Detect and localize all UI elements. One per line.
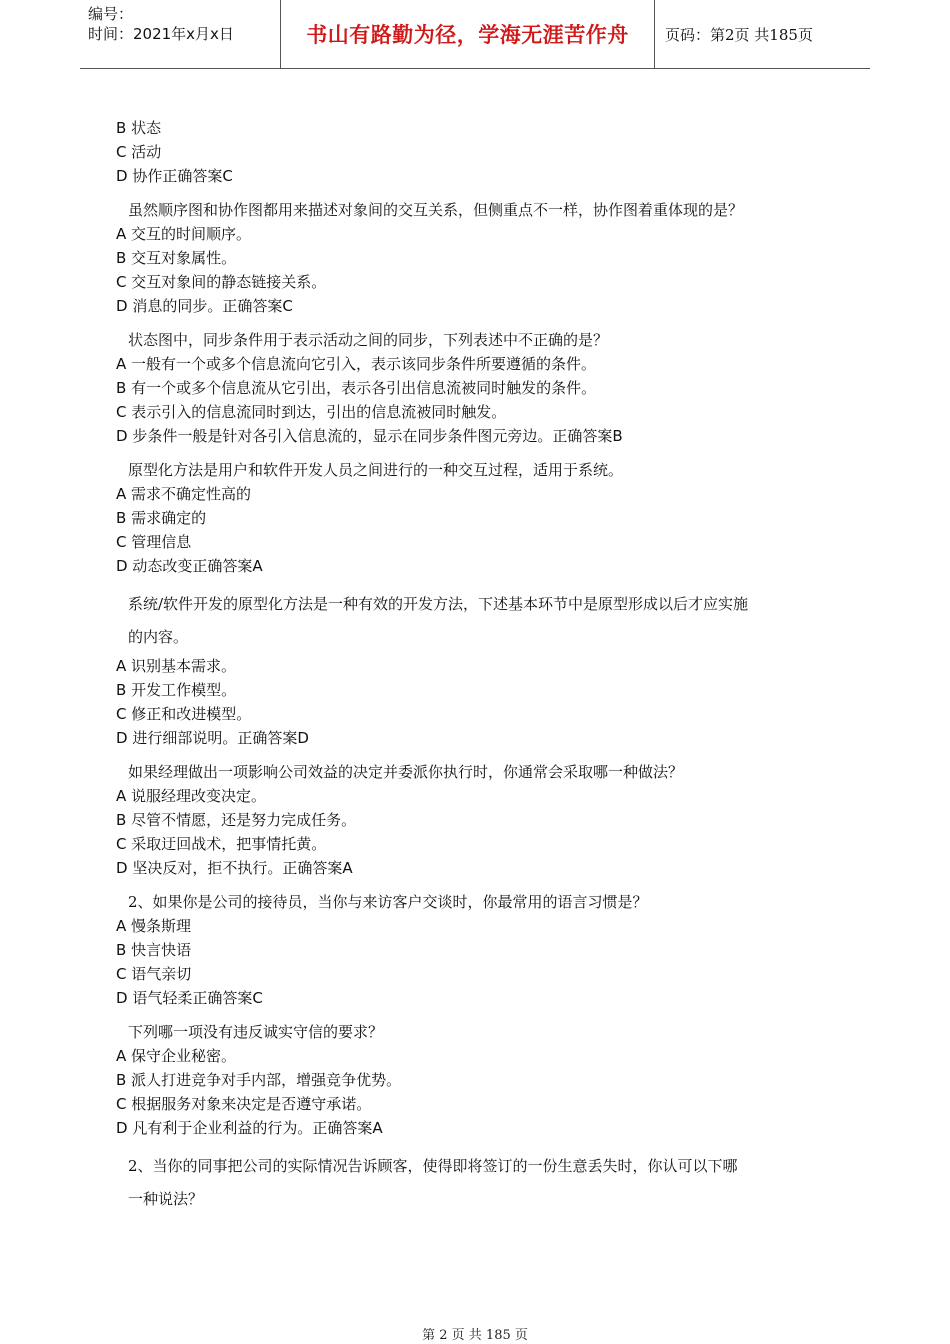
answer-option bbox=[116, 938, 836, 962]
option-text: 需求不确定性高的 bbox=[131, 485, 252, 503]
correct-answer: C bbox=[282, 297, 293, 315]
answer-option bbox=[116, 1116, 836, 1140]
answer-option bbox=[116, 808, 836, 832]
option-letter: D bbox=[116, 557, 128, 575]
correct-answer: A bbox=[252, 557, 263, 575]
answer-option bbox=[116, 554, 836, 578]
option-text: 语气轻柔正确答案 bbox=[132, 989, 253, 1007]
option-text: 根据服务对象来决定是否遵守承诺。 bbox=[131, 1095, 372, 1113]
answer-option bbox=[116, 506, 836, 530]
question-block bbox=[116, 1150, 836, 1216]
option-letter: B bbox=[116, 1071, 127, 1089]
correct-answer: D bbox=[297, 729, 309, 747]
correct-answer: C bbox=[252, 989, 263, 1007]
answer-option bbox=[116, 270, 836, 294]
answer-option bbox=[116, 856, 836, 880]
answer-option bbox=[116, 140, 836, 164]
answer-option bbox=[116, 376, 836, 400]
option-letter: B bbox=[116, 811, 127, 829]
answer-option bbox=[116, 678, 836, 702]
option-text: 尽管不情愿，还是努力完成任务。 bbox=[131, 811, 357, 829]
option-letter: D bbox=[116, 859, 128, 877]
answer-option bbox=[116, 294, 836, 318]
question-title: 虽然顺序图和协作图都用来描述对象间的交互关系，但侧重点不一样，协作图着重体现的是？ bbox=[128, 201, 744, 219]
page-footer: 第 2 页 共 185 页 bbox=[422, 1328, 528, 1343]
option-text: 消息的同步。正确答案 bbox=[132, 297, 283, 315]
option-letter: C bbox=[116, 143, 127, 161]
question-block bbox=[116, 890, 836, 1010]
option-letter: C bbox=[116, 965, 127, 983]
question-title: 2、如果你是公司的接待员，当你与来访客户交谈时，你最常用的语言习惯是？ bbox=[128, 893, 648, 911]
option-letter: C bbox=[116, 403, 127, 421]
option-letter: C bbox=[116, 705, 127, 723]
answer-option bbox=[116, 530, 836, 554]
option-text: 采取迂回战术，把事情托黄。 bbox=[131, 835, 327, 853]
option-text: 修正和改进模型。 bbox=[131, 705, 252, 723]
answer-option bbox=[116, 784, 836, 808]
option-letter: A bbox=[116, 917, 127, 935]
option-letter: A bbox=[116, 225, 127, 243]
question-block bbox=[116, 458, 836, 578]
question-title: 原型化方法是用户和软件开发人员之间进行的一种交互过程，适用于系统。 bbox=[128, 461, 624, 479]
option-text: 动态改变正确答案 bbox=[132, 557, 253, 575]
option-text: 慢条斯理 bbox=[131, 917, 192, 935]
option-text: 凡有利于企业利益的行为。正确答案 bbox=[132, 1119, 373, 1137]
option-text: 进行细部说明。正确答案 bbox=[132, 729, 298, 747]
option-letter: B bbox=[116, 509, 127, 527]
answer-option bbox=[116, 400, 836, 424]
option-letter: B bbox=[116, 119, 127, 137]
answer-option bbox=[116, 164, 836, 188]
option-letter: B bbox=[116, 379, 127, 397]
question-block bbox=[116, 328, 836, 448]
question-title: 系统/软件开发的原型化方法是一种有效的开发方法，下述基本环节中是原型形成以后才应实施 bbox=[128, 595, 749, 613]
option-letter: C bbox=[116, 835, 127, 853]
option-text: 派人打进竞争对手内部，增强竞争优势。 bbox=[131, 1071, 402, 1089]
question-block bbox=[116, 588, 836, 750]
option-text: 识别基本需求。 bbox=[131, 657, 237, 675]
option-text: 一般有一个或多个信息流向它引入，表示该同步条件所要遵循的条件。 bbox=[131, 355, 597, 373]
correct-answer: A bbox=[342, 859, 353, 877]
option-letter: D bbox=[116, 989, 128, 1007]
question-title: 如果经理做出一项影响公司效益的决定并委派你执行时，你通常会采取哪一种做法？ bbox=[128, 763, 684, 781]
answer-option bbox=[116, 222, 836, 246]
answer-option bbox=[116, 726, 836, 750]
option-letter: D bbox=[116, 427, 128, 445]
correct-answer: C bbox=[222, 167, 233, 185]
option-text: 交互对象间的静态链接关系。 bbox=[131, 273, 327, 291]
option-text: 快言快语 bbox=[131, 941, 192, 959]
option-text: 交互对象属性。 bbox=[131, 249, 237, 267]
question-title: 一种说法？ bbox=[128, 1190, 204, 1208]
header-motto: 书山有路勤为径，学海无涯苦作舟 bbox=[281, 0, 655, 68]
option-letter: C bbox=[116, 533, 127, 551]
answer-option bbox=[116, 482, 836, 506]
question-title: 的内容。 bbox=[128, 628, 189, 646]
answer-option bbox=[116, 1068, 836, 1092]
lead-options bbox=[116, 116, 836, 188]
option-text: 协作正确答案 bbox=[132, 167, 223, 185]
option-text: 管理信息 bbox=[131, 533, 192, 551]
option-letter: D bbox=[116, 729, 128, 747]
option-text: 开发工作模型。 bbox=[131, 681, 237, 699]
document-body bbox=[116, 116, 836, 1216]
option-letter: B bbox=[116, 941, 127, 959]
answer-option bbox=[116, 962, 836, 986]
answer-option bbox=[116, 702, 836, 726]
answer-option bbox=[116, 654, 836, 678]
option-letter: B bbox=[116, 249, 127, 267]
option-text: 表示引入的信息流同时到达，引出的信息流被同时触发。 bbox=[131, 403, 507, 421]
option-letter: A bbox=[116, 787, 127, 805]
option-text: 保守企业秘密。 bbox=[131, 1047, 237, 1065]
answer-option bbox=[116, 914, 836, 938]
option-letter: A bbox=[116, 485, 127, 503]
question-title: 2、当你的同事把公司的实际情况告诉顾客，使得即将签订的一份生意丢失时，你认可以下哪 bbox=[128, 1157, 738, 1175]
option-letter: A bbox=[116, 657, 127, 675]
answer-option bbox=[116, 986, 836, 1010]
header-page-label: 页码：第2页 共185页 bbox=[665, 25, 813, 44]
answer-option bbox=[116, 352, 836, 376]
option-letter: C bbox=[116, 273, 127, 291]
correct-answer: B bbox=[612, 427, 623, 445]
answer-option bbox=[116, 1092, 836, 1116]
question-title: 状态图中，同步条件用于表示活动之间的同步，下列表述中不正确的是？ bbox=[128, 331, 609, 349]
answer-option bbox=[116, 1044, 836, 1068]
option-text: 说服经理改变决定。 bbox=[131, 787, 267, 805]
answer-option bbox=[116, 424, 836, 448]
option-text: 步条件一般是针对各引入信息流的，显示在同步条件图元旁边。正确答案 bbox=[132, 427, 613, 445]
question-block bbox=[116, 1020, 836, 1140]
option-text: 活动 bbox=[131, 143, 162, 161]
question-title: 下列哪一项没有违反诚实守信的要求？ bbox=[128, 1023, 384, 1041]
option-letter: B bbox=[116, 681, 127, 699]
option-text: 语气亲切 bbox=[131, 965, 192, 983]
option-letter: D bbox=[116, 297, 128, 315]
answer-option bbox=[116, 246, 836, 270]
option-text: 需求确定的 bbox=[131, 509, 207, 527]
page-header bbox=[80, 0, 870, 69]
question-block bbox=[116, 760, 836, 880]
option-text: 状态 bbox=[131, 119, 162, 137]
option-text: 交互的时间顺序。 bbox=[131, 225, 252, 243]
answer-option bbox=[116, 832, 836, 856]
option-text: 有一个或多个信息流从它引出，表示各引出信息流被同时触发的条件。 bbox=[131, 379, 597, 397]
answer-option bbox=[116, 116, 836, 140]
correct-answer: A bbox=[372, 1119, 383, 1137]
option-letter: D bbox=[116, 1119, 128, 1137]
option-letter: A bbox=[116, 355, 127, 373]
number-label: 编号： bbox=[88, 5, 134, 23]
header-meta bbox=[80, 0, 281, 68]
question-block bbox=[116, 198, 836, 318]
option-letter: C bbox=[116, 1095, 127, 1113]
option-text: 坚决反对，拒不执行。正确答案 bbox=[132, 859, 343, 877]
time-label: 时间：2021年x月x日 bbox=[88, 25, 234, 43]
question-list bbox=[116, 188, 836, 1216]
option-letter: D bbox=[116, 167, 128, 185]
option-letter: A bbox=[116, 1047, 127, 1065]
